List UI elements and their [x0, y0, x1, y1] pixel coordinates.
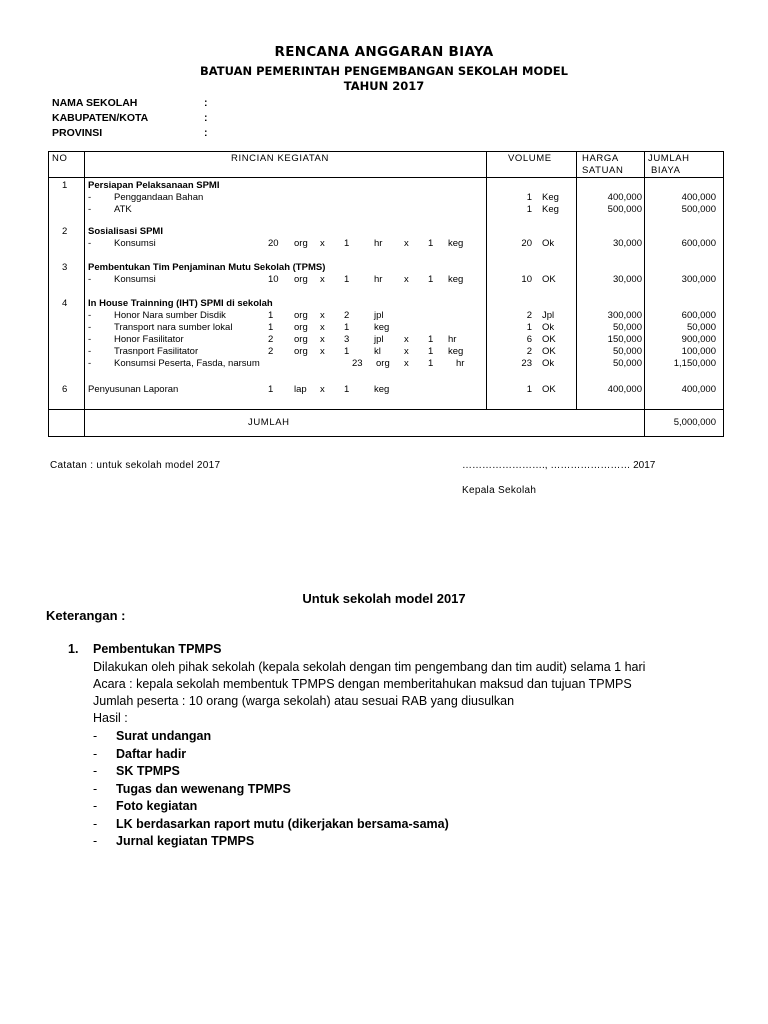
calc-detail: 1	[344, 322, 350, 333]
calc-detail: 23	[352, 358, 363, 369]
row-dash: -	[88, 192, 92, 203]
calc-detail: org	[376, 358, 390, 369]
table-border-bottom	[48, 436, 724, 437]
calc-detail: 1	[344, 274, 350, 285]
unit-value: Keg	[542, 192, 559, 203]
volume-value: 6	[526, 334, 532, 345]
row-number: 6	[62, 384, 68, 395]
volume-value: 10	[521, 274, 532, 285]
row-dash: -	[88, 310, 92, 321]
unit-value: OK	[542, 334, 556, 345]
calc-detail: hr	[456, 358, 465, 369]
calc-detail: x	[404, 238, 409, 249]
unit-value: OK	[542, 274, 556, 285]
calc-detail: jpl	[374, 310, 384, 321]
bullet-dash: -	[93, 746, 98, 761]
calc-detail: x	[320, 346, 325, 357]
row-number: 2	[62, 226, 68, 237]
row-total: 400,000	[681, 384, 716, 395]
unit-price: 50,000	[612, 346, 642, 357]
volume-value: 1	[526, 204, 532, 215]
item-description: ATK	[114, 204, 132, 215]
budget-table	[48, 151, 724, 437]
volume-value: 23	[521, 358, 532, 369]
calc-detail: x	[320, 322, 325, 333]
calc-detail: x	[404, 346, 409, 357]
calc-detail: x	[320, 238, 325, 249]
row-total: 600,000	[681, 238, 716, 249]
info-separator: :	[204, 112, 208, 124]
calc-detail: jpl	[374, 334, 384, 345]
date-line: ……………………., …………………… 2017	[462, 460, 656, 471]
item-description: Honor Fasilitator	[114, 334, 184, 345]
calc-detail: 1	[428, 334, 434, 345]
calc-detail: keg	[448, 346, 464, 357]
calc-detail: keg	[448, 238, 464, 249]
description-line: Dilakukan oleh pihak sekolah (kepala sekolah dengan tim pengembang dan tim audit) selama 1 hari	[93, 660, 646, 674]
calc-detail: x	[404, 334, 409, 345]
header-no: NO	[52, 153, 68, 164]
unit-price: 30,000	[612, 238, 642, 249]
item-description: Transport nara sumber lokal	[114, 322, 233, 333]
unit-price: 50,000	[612, 358, 642, 369]
item-description: Konsumsi Peserta, Fasda, narsum	[114, 358, 260, 369]
volume-value: 20	[521, 238, 532, 249]
hasil-item: Tugas dan wewenang TPMPS	[116, 781, 291, 796]
calc-detail: keg	[374, 322, 390, 333]
unit-price: 30,000	[612, 274, 642, 285]
item-description: Penyusunan Laporan	[88, 384, 179, 395]
row-total: 500,000	[681, 204, 716, 215]
item-description: Konsumsi	[114, 274, 156, 285]
bullet-dash: -	[93, 799, 98, 813]
row-total: 400,000	[681, 192, 716, 203]
row-number: 3	[62, 262, 68, 273]
calc-detail: 1	[344, 384, 350, 395]
table-border-right	[723, 151, 724, 437]
row-dash: -	[88, 358, 92, 369]
hasil-item: Jurnal kegiatan TPMPS	[116, 834, 255, 848]
calc-detail: hr	[374, 274, 383, 285]
description-line: Hasil :	[93, 711, 128, 725]
unit-value: Ok	[542, 358, 555, 369]
table-col-divider-harga	[644, 151, 645, 437]
unit-price: 300,000	[607, 310, 642, 321]
calc-detail: keg	[448, 274, 464, 285]
volume-value: 1	[526, 322, 532, 333]
section-heading: In House Trainning (IHT) SPMI di sekolah	[88, 298, 273, 309]
info-separator: :	[204, 127, 208, 139]
calc-detail: 1	[268, 384, 274, 395]
row-number: 1	[62, 180, 68, 191]
volume-value: 2	[526, 310, 532, 321]
volume-value: 1	[526, 384, 532, 395]
calc-detail: org	[294, 322, 308, 333]
info-row-kabupaten	[52, 112, 208, 124]
unit-value: OK	[542, 384, 556, 395]
item-number: 1.	[68, 642, 79, 656]
calc-detail: 2	[344, 310, 350, 321]
calc-detail: x	[320, 310, 325, 321]
lower-title: Untuk sekolah model 2017	[302, 591, 466, 606]
signer-title: Kepala Sekolah	[462, 485, 537, 496]
info-row-provinsi	[52, 127, 208, 139]
item-description: Konsumsi	[114, 238, 156, 249]
section-heading: Sosialisasi SPMI	[88, 226, 163, 237]
table-border-left	[48, 151, 49, 437]
calc-detail: org	[294, 310, 308, 321]
calc-detail: 1	[344, 238, 350, 249]
row-total: 300,000	[681, 274, 716, 285]
table-total-divider	[48, 409, 724, 410]
row-dash: -	[88, 204, 92, 215]
item-description: Honor Nara sumber Disdik	[114, 310, 226, 321]
unit-price: 400,000	[607, 192, 642, 203]
keterangan-label: Keterangan :	[46, 608, 126, 623]
row-total: 50,000	[686, 322, 716, 333]
hasil-item: Surat undangan	[116, 729, 212, 743]
unit-price: 150,000	[607, 334, 642, 345]
calc-detail: x	[320, 384, 325, 395]
calc-detail: org	[294, 274, 308, 285]
calc-detail: x	[320, 334, 325, 345]
row-total: 600,000	[681, 310, 716, 321]
calc-detail: 10	[268, 274, 279, 285]
table-border-top	[48, 151, 724, 152]
bullet-dash: -	[93, 781, 98, 796]
bullet-dash: -	[93, 834, 98, 848]
calc-detail: keg	[374, 384, 390, 395]
unit-value: Ok	[542, 238, 555, 249]
row-total: 900,000	[681, 334, 716, 345]
header-biaya: BIAYA	[651, 165, 681, 176]
calc-detail: 1	[344, 346, 350, 357]
unit-value: OK	[542, 346, 556, 357]
row-dash: -	[88, 322, 92, 333]
calc-detail: hr	[448, 334, 457, 345]
hasil-item: Foto kegiatan	[116, 799, 198, 813]
row-dash: -	[88, 274, 92, 285]
unit-value: Ok	[542, 322, 555, 333]
calc-detail: 1	[428, 274, 434, 285]
document-title: RENCANA ANGGARAN BIAYA	[274, 44, 494, 60]
volume-value: 1	[526, 192, 532, 203]
header-harga: HARGA	[582, 153, 619, 164]
section-heading: Pembentukan Tim Penjaminan Mutu Sekolah (TPMS)	[88, 262, 326, 273]
description-line: Jumlah peserta : 10 orang (warga sekolah) atau sesuai RAB yang diusulkan	[93, 694, 515, 708]
document-subtitle: BATUAN PEMERINTAH PENGEMBANGAN SEKOLAH MODEL	[200, 64, 568, 78]
bullet-dash: -	[93, 764, 98, 778]
unit-price: 50,000	[612, 322, 642, 333]
info-label: KABUPATEN/KOTA	[52, 112, 149, 124]
table-col-divider-no	[84, 151, 85, 437]
unit-price: 400,000	[607, 384, 642, 395]
calc-detail: hr	[374, 238, 383, 249]
volume-value: 2	[526, 346, 532, 357]
row-number: 4	[62, 298, 68, 309]
calc-detail: kl	[374, 346, 381, 357]
header-volume: VOLUME	[508, 153, 552, 164]
info-row-nama-sekolah	[52, 97, 208, 109]
calc-detail: 1	[428, 238, 434, 249]
calc-detail: lap	[294, 384, 307, 395]
row-dash: -	[88, 346, 92, 357]
calc-detail: 1	[428, 346, 434, 357]
calc-detail: 1	[428, 358, 434, 369]
header-satuan: SATUAN	[582, 165, 624, 176]
item-title: Pembentukan TPMPS	[93, 642, 222, 656]
header-rincian: RINCIAN KEGIATAN	[231, 153, 329, 164]
hasil-item: Daftar hadir	[116, 746, 187, 761]
bullet-dash: -	[93, 729, 98, 743]
calc-detail: x	[320, 274, 325, 285]
calc-detail: org	[294, 346, 308, 357]
calc-detail: 20	[268, 238, 279, 249]
row-total: 1,150,000	[673, 358, 716, 369]
calc-detail: org	[294, 238, 308, 249]
total-value: 5,000,000	[673, 417, 716, 428]
hasil-item: LK berdasarkan raport mutu (dikerjakan bersama-sama)	[116, 816, 449, 831]
row-dash: -	[88, 238, 92, 249]
info-label: PROVINSI	[52, 127, 103, 139]
calc-detail: 1	[268, 322, 274, 333]
table-col-divider-rincian	[486, 151, 487, 409]
section-heading: Persiapan Pelaksanaan SPMI	[88, 180, 220, 191]
item-description: Trasnport Fasilitator	[114, 346, 199, 357]
info-label: NAMA SEKOLAH	[52, 97, 138, 109]
unit-price: 500,000	[607, 204, 642, 215]
table-col-divider-volume	[576, 151, 577, 409]
unit-value: Keg	[542, 204, 559, 215]
calc-detail: org	[294, 334, 308, 345]
row-dash: -	[88, 334, 92, 345]
hasil-item: SK TPMPS	[116, 764, 180, 778]
calc-detail: 3	[344, 334, 350, 345]
header-jumlah: JUMLAH	[648, 153, 690, 164]
total-label: JUMLAH	[248, 417, 290, 428]
row-total: 100,000	[681, 346, 716, 357]
calc-detail: x	[404, 274, 409, 285]
info-separator: :	[204, 97, 208, 109]
item-description: Penggandaan Bahan	[114, 192, 204, 203]
table-header-divider	[48, 177, 724, 178]
description-line: Acara : kepala sekolah membentuk TPMPS dengan memberitahukan maksud dan tujuan TPMPS	[93, 677, 632, 691]
bullet-dash: -	[93, 816, 98, 831]
calc-detail: 1	[268, 310, 274, 321]
note-text: Catatan : untuk sekolah model 2017	[50, 460, 221, 471]
calc-detail: 2	[268, 334, 274, 345]
calc-detail: x	[404, 358, 409, 369]
unit-value: Jpl	[542, 310, 555, 321]
calc-detail: 2	[268, 346, 274, 357]
document-year: TAHUN 2017	[343, 79, 425, 93]
